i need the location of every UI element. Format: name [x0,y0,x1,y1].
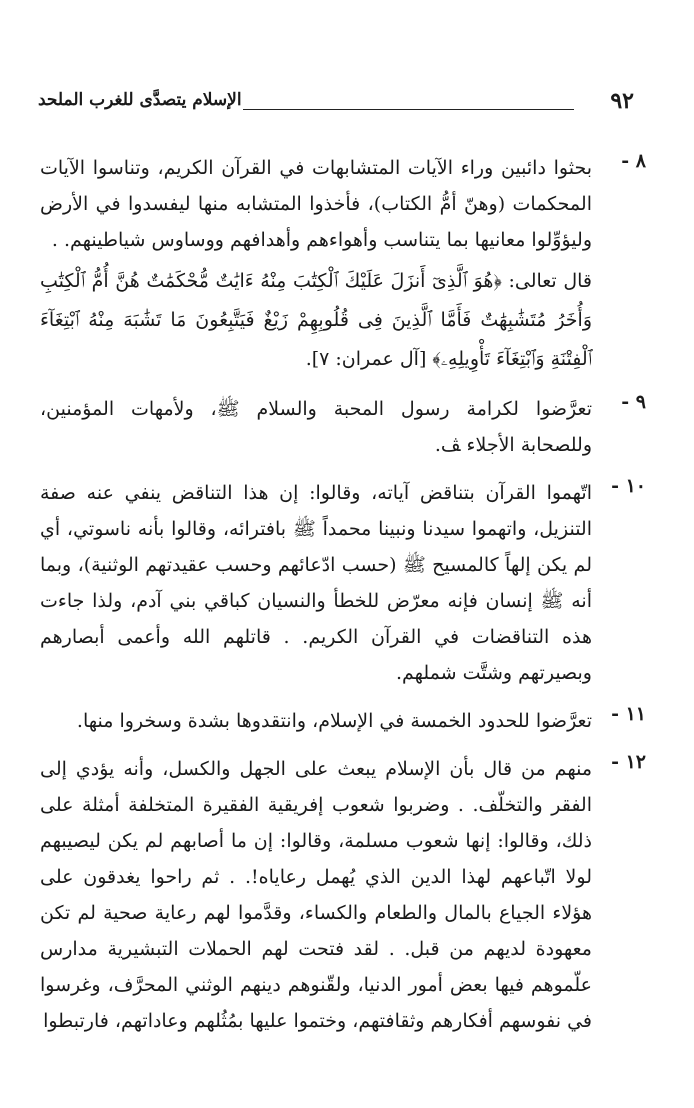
item-text: اتّهموا القرآن بتناقض آياته، وقالوا: إن هذا التناقض ينفي عنه صفة التنزيل، واتهموا سيدنا ونبينا محمداً ﷺ بافترائه، وقالوا بأنه ناسوتي، أي لم يكن إلهاً كالمسيح ﷺ (حسب ادّعائهم وحسب عقيدتهم الوثنية)، وبما أنه ﷺ إنسان فإنه معرّض للخطأ والنسيان كباقي بني آدم، ولذا جاءت هذه التناقضات في القرآن الكريم. . قاتلهم الله وأعمى أبصارهم وبصيرتهم وشتَّت شملهم. [40,482,592,684]
item-number: ١٢ - [611,751,646,773]
list-item [40,475,646,691]
item-number: ١١ - [611,703,646,725]
quote-verse: ﴿هُوَ ٱلَّذِىٓ أَنزَلَ عَلَيْكَ ٱلْكِتَٰبَ مِنْهُ ءَايَٰتٌ مُّحْكَمَٰتٌ هُنَّ أُمُّ ٱلْكِتَٰبِ وَأُخَرُ مُتَشَٰبِهَٰتٌ فَأَمَّا ٱلَّذِينَ فِى قُلُوبِهِمْ زَيْغٌ فَيَتَّبِعُونَ مَا تَشَٰبَهَ مِنْهُ ٱبْتِغَآءَ ٱلْفِتْنَةِ وَٱبْتِغَآءَ تَأْوِيلِهِۦ﴾ [40,270,592,370]
quote-intro: قال تعالى: [508,270,592,292]
quran-quote [40,262,592,379]
header-rule [243,109,574,110]
item-text: بحثوا دائبين وراء الآيات المتشابهات في القرآن الكريم، وتناسوا الآيات المحكمات (وهنّ أمُّ الكتاب)، فأخذوا المتشابه منها ليفسدوا في الأرض وليؤوِّلوا معانيها بما يتناسب وأهواءهم وأهدافهم ووساوس شياطينهم. . [40,157,592,251]
page-number: ٩٢ [610,88,634,114]
list-item [40,150,646,379]
item-number: ٨ - [621,150,646,172]
list-item [40,703,646,739]
item-text: تعرَّضوا للحدود الخمسة في الإسلام، وانتقدوها بشدة وسخروا منها. [76,710,592,732]
list-item [40,391,646,463]
list-item [40,751,646,1039]
running-header [38,88,634,122]
book-title: الإسلام يتصدَّى للغرب الملحد [38,90,242,110]
item-number: ١٠ - [611,475,646,497]
item-number: ٩ - [621,391,646,413]
page-body [40,150,646,1051]
quote-reference: [آل عمران: ٧]. [305,348,427,370]
item-text: تعرَّضوا لكرامة رسول المحبة والسلام ﷺ، ولأمهات المؤمنين، وللصحابة الأجلاء ﭫ. [40,398,592,456]
item-text: منهم من قال بأن الإسلام يبعث على الجهل والكسل، وأنه يؤدي إلى الفقر والتخلّف. . وضربوا شعوب إفريقية الفقيرة المتخلفة أمثلة على ذلك، وقالوا: إنها شعوب مسلمة، وقالوا: إن ما أصابهم لم يكن ليصيبهم لولا اتّباعهم لهذا الدين الذي يُهمل رعاياه!. . ثم راحوا يغدقون على هؤلاء الجياع بالمال والطعام والكساء، وقدَّموا لهم رعاية صحية لم تكن معهودة لديهم من قبل. . لقد فتحت لهم الحملات التبشيرية مدارس علّموهم فيها بعض أمور الدنيا، ولقّنوهم دينهم الوثني المحرَّف، وغرسوا في نفوسهم أفكارهم وثقافتهم، وختموا عليها بمُثُلهم وعاداتهم، فارتبطوا [40,758,592,1032]
